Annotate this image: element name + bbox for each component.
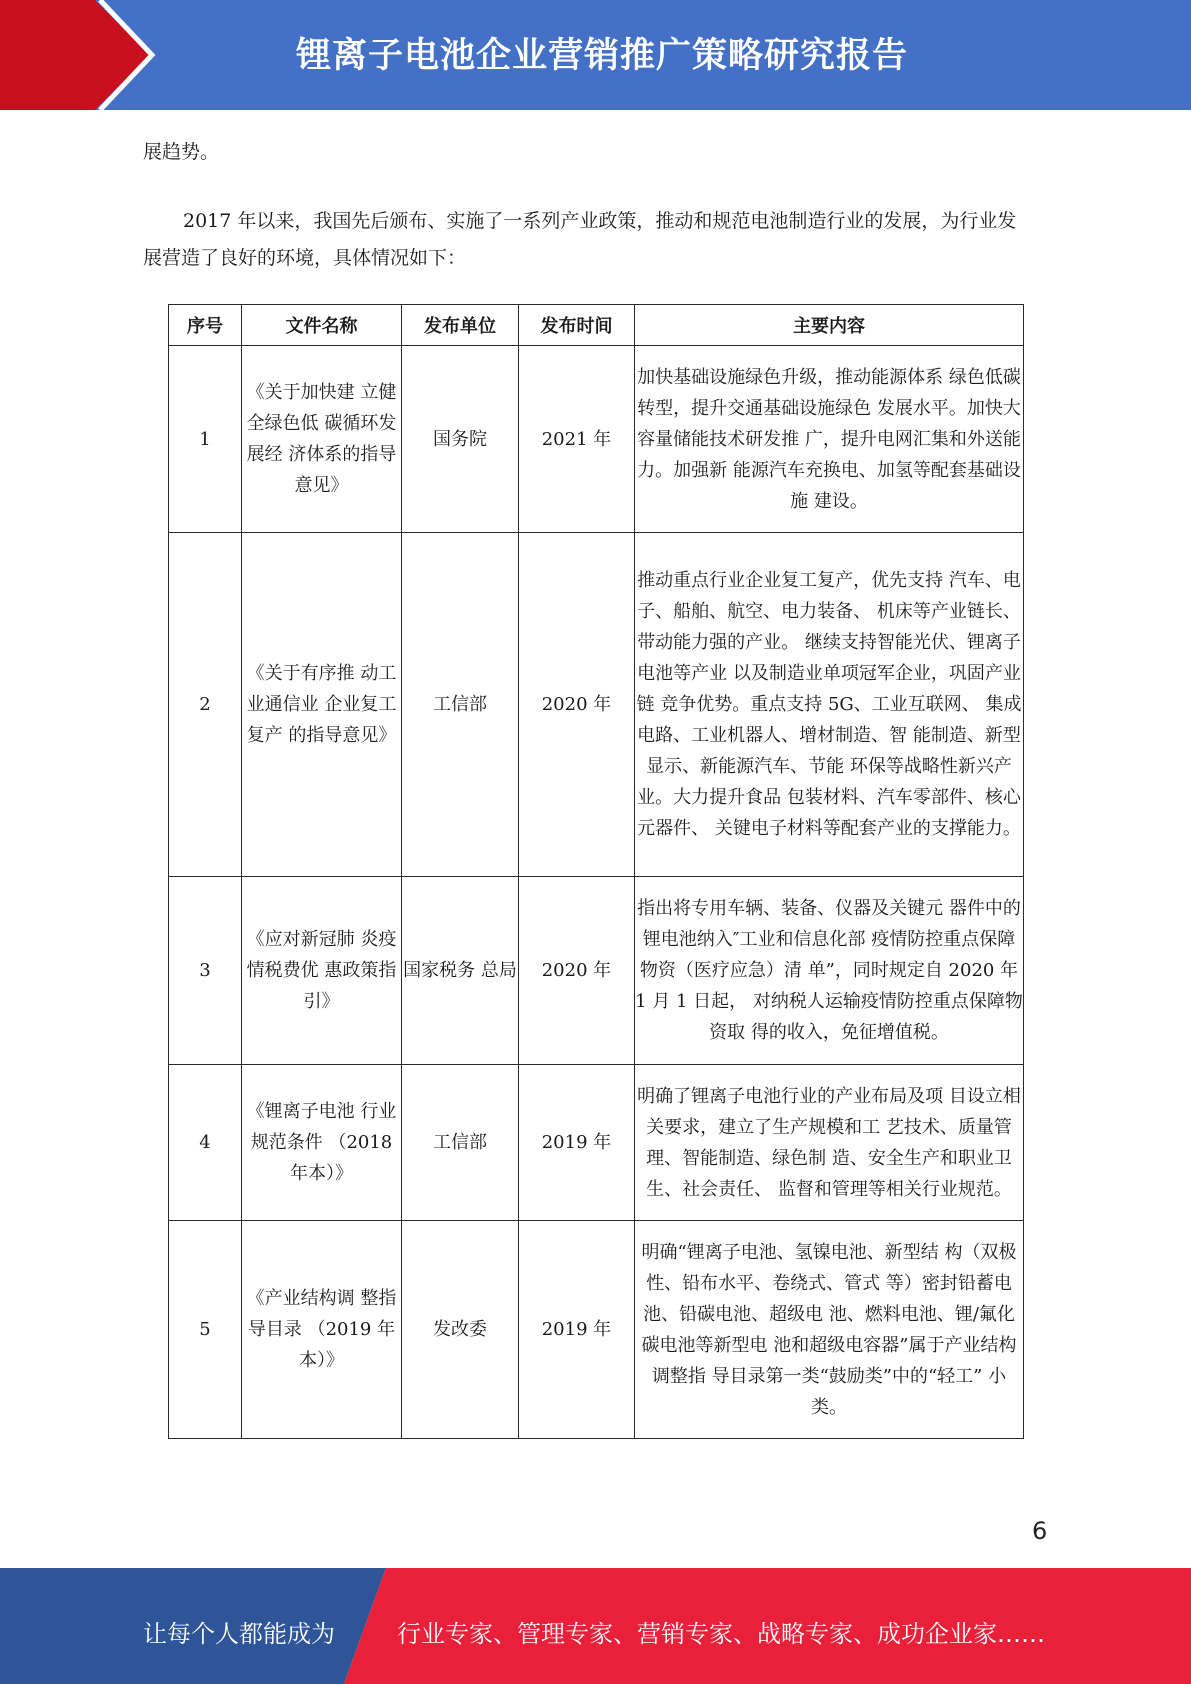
cell-date: 2019 年: [519, 1221, 635, 1439]
header-name: 文件名称: [242, 305, 402, 346]
cell-name: 《关于加快建 立健全绿色低 碳循环发展经 济体系的指导 意见》: [242, 346, 402, 533]
cell-content: 推动重点行业企业复工复产，优先支持 汽车、电子、船舶、航空、电力装备、 机床等产业链长、带动能力强的产业。 继续支持智能光伏、锂离子电池等产业 以及制造业单项冠军企业，巩固产业链 竞争优势。重点支持 5G、工业互联网、 集成电路、工业机器人、增材制造、智 能制造、新型显示、新能源汽车、节能 环保等战略性新兴产业。大力提升食品 包装材料、汽车零部件、核心元器件、 关键电子材料等配套产业的支撑能力。: [635, 533, 1024, 877]
footer-slogan-right: 行业专家、管理专家、营销专家、战略专家、成功企业家……: [397, 1620, 1045, 1648]
table-row: [169, 1221, 1024, 1439]
cell-no: 5: [169, 1221, 242, 1439]
page-number: 6: [1032, 1517, 1048, 1545]
table-row: [169, 1065, 1024, 1221]
cell-date: 2020 年: [519, 877, 635, 1065]
cell-name: 《锂离子电池 行业规范条件 （2018 年本）》: [242, 1065, 402, 1221]
cell-unit: 工信部: [402, 1065, 519, 1221]
cell-no: 1: [169, 346, 242, 533]
cell-date: 2021 年: [519, 346, 635, 533]
paragraph-intro: 2017 年以来，我国先后颁布、实施了一系列产业政策，推动和规范电池制造行业的发展，为行业发展营造了良好的环境，具体情况如下：: [143, 210, 1017, 269]
cell-no: 4: [169, 1065, 242, 1221]
cell-no: 2: [169, 533, 242, 877]
table-row: [169, 346, 1024, 533]
cell-unit: 工信部: [402, 533, 519, 877]
header-date: 发布时间: [519, 305, 635, 346]
cell-unit: 发改委: [402, 1221, 519, 1439]
cell-content: 明确了锂离子电池行业的产业布局及项 目设立相关要求，建立了生产规模和工 艺技术、质量管理、智能制造、绿色制 造、安全生产和职业卫生、社会责任、 监督和管理等相关行业规范。: [635, 1065, 1024, 1221]
cell-content: 指出将专用车辆、装备、仪器及关键元 器件中的锂电池纳入″工业和信息化部 疫情防控重点保障物资（医疗应急）清 单”，同时规定自 2020 年 1 月 1 日起， 对纳税人运输疫情防控重点保障物资取 得的收入，免征增值税。: [635, 877, 1024, 1065]
cell-name: 《产业结构调 整指导目录 （2019 年本）》: [242, 1221, 402, 1439]
cell-name: 《应对新冠肺 炎疫情税费优 惠政策指引》: [242, 877, 402, 1065]
table-row: [169, 533, 1024, 877]
cell-date: 2020 年: [519, 533, 635, 877]
cell-content: 加快基础设施绿色升级，推动能源体系 绿色低碳转型，提升交通基础设施绿色 发展水平。加快大容量储能技术研发推 广，提升电网汇集和外送能力。加强新 能源汽车充换电、加氢等配套基础设施 建设。: [635, 346, 1024, 533]
footer-slogan-left: 让每个人都能成为: [143, 1620, 335, 1648]
cell-name: 《关于有序推 动工业通信业 企业复工复产 的指导意见》: [242, 533, 402, 877]
cell-no: 3: [169, 877, 242, 1065]
table-header-row: [169, 305, 1024, 346]
header-banner: [0, 0, 1191, 110]
paragraph-continuation: 展趋势。: [143, 141, 220, 163]
table-row: [169, 877, 1024, 1065]
header-content: 主要内容: [635, 305, 1024, 346]
cell-date: 2019 年: [519, 1065, 635, 1221]
report-title: 锂离子电池企业营销推广策略研究报告: [296, 36, 909, 76]
cell-unit: 国家税务 总局: [402, 877, 519, 1065]
policy-table: [168, 304, 1024, 1439]
header-no: 序号: [169, 305, 242, 346]
header-unit: 发布单位: [402, 305, 519, 346]
cell-content: 明确“锂离子电池、氢镍电池、新型结 构（双极性、铅布水平、卷绕式、管式 等）密封铅蓄电池、铅碳电池、超级电 池、燃料电池、锂/氟化碳电池等新型电 池和超级电容器”属于产业结构调整指 导目录第一类“鼓励类”中的“轻工” 小类。: [635, 1221, 1024, 1439]
cell-unit: 国务院: [402, 346, 519, 533]
footer-banner: [0, 1568, 1191, 1684]
